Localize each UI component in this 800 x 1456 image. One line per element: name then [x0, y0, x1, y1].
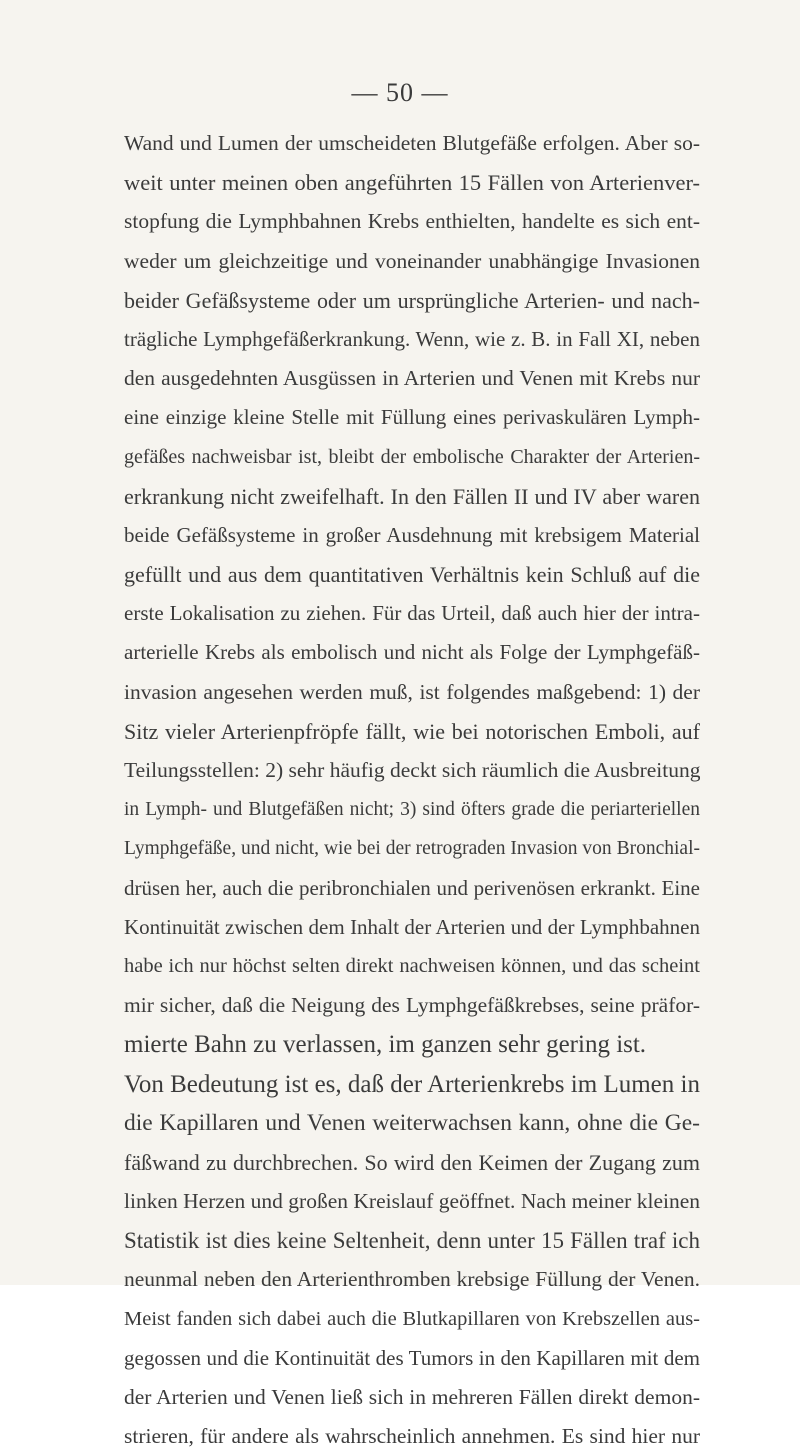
text-line: der Arterien und Venen ließ sich in mehreren Fällen direkt demon-: [124, 1385, 700, 1409]
text-line: Teilungsstellen: 2) sehr häufig deckt sich räumlich die Ausbreitung: [124, 758, 700, 782]
text-line: drüsen her, auch die peribronchialen und perivenösen erkrankt. Eine: [124, 875, 700, 900]
text-line: eine einzige kleine Stelle mit Füllung eines perivaskulären Lymph-: [124, 405, 700, 430]
body-text: [124, 124, 700, 1456]
text-line: arterielle Krebs als embolisch und nicht als Folge der Lymphgefäß-: [124, 640, 700, 665]
text-line: erste Lokalisation zu ziehen. Für das Urteil, daß auch hier der intra-: [124, 601, 700, 626]
text-line: in Lymph- und Blutgefäßen nicht; 3) sind öfters grade die periarteriellen: [124, 799, 700, 821]
text-line: stopfung die Lymphbahnen Krebs enthielten, handelte es sich ent-: [124, 209, 700, 234]
text-line: die Kapillaren und Venen weiterwachsen kann, ohne die Ge-: [124, 1109, 700, 1136]
text-line: Wand und Lumen der umscheideten Blutgefäße erfolgen. Aber so-: [124, 131, 700, 155]
text-line: fäßwand zu durchbrechen. So wird den Keimen der Zugang zum: [124, 1149, 700, 1175]
text-line: neunmal neben den Arterienthromben krebsige Füllung der Venen.: [124, 1267, 700, 1292]
text-line: linken Herzen und großen Kreislauf geöffnet. Nach meiner kleinen: [124, 1189, 700, 1214]
text-line: erkrankung nicht zweifelhaft. In den Fällen II und IV aber waren: [124, 483, 700, 509]
text-line: weder um gleichzeitige und voneinander unabhängige Invasionen: [124, 248, 700, 273]
text-line: Sitz vieler Arterienpfröpfe fällt, wie bei notorischen Emboli, auf: [124, 718, 700, 744]
text-line: beider Gefäßsysteme oder um ursprüngliche Arterien- und nach-: [124, 287, 700, 313]
text-line: mierte Bahn zu verlassen, im ganzen sehr gering ist.: [124, 1031, 647, 1059]
text-line: beide Gefäßsysteme in großer Ausdehnung mit krebsigem Material: [124, 522, 700, 547]
text-line: weit unter meinen oben angeführten 15 Fällen von Arterienver-: [124, 170, 700, 196]
text-line: gefäßes nachweisbar ist, bleibt der embolische Charakter der Arterien-: [124, 445, 700, 468]
page-number: — 50 —: [351, 78, 449, 107]
text-line: trägliche Lymphgefäßerkrankung. Wenn, wie z. B. in Fall XI, neben: [124, 326, 700, 351]
text-line: gefüllt und aus dem quantitativen Verhältnis kein Schluß auf die: [124, 562, 700, 588]
text-line: den ausgedehnten Ausgüssen in Arterien und Venen mit Krebs nur: [124, 366, 700, 391]
text-line: invasion angesehen werden muß, ist folgendes maßgebend: 1) der: [124, 679, 700, 704]
text-line: gegossen und die Kontinuität des Tumors in den Kapillaren mit dem: [124, 1345, 700, 1370]
text-line: habe ich nur höchst selten direkt nachweisen können, und das scheint: [124, 954, 700, 977]
text-line: strieren, für andere als wahrscheinlich annehmen. Es sind hier nur: [124, 1424, 700, 1449]
text-line: Statistik ist dies keine Seltenheit, denn unter 15 Fällen traf ich: [124, 1228, 700, 1254]
text-line: Meist fanden sich dabei auch die Blutkapillaren von Krebszellen aus-: [124, 1307, 700, 1330]
text-line: mir sicher, daß die Neigung des Lymphgefäßkrebses, seine präfor-: [124, 993, 700, 1018]
text-line: Lymphgefäße, und nicht, wie bei der retrograden Invasion von Bronchial-: [124, 838, 700, 860]
text-line: Kontinuität zwischen dem Inhalt der Arterien und der Lymphbahnen: [124, 914, 700, 939]
text-line: Von Bedeutung ist es, daß der Arterienkrebs im Lumen in: [124, 1070, 700, 1098]
